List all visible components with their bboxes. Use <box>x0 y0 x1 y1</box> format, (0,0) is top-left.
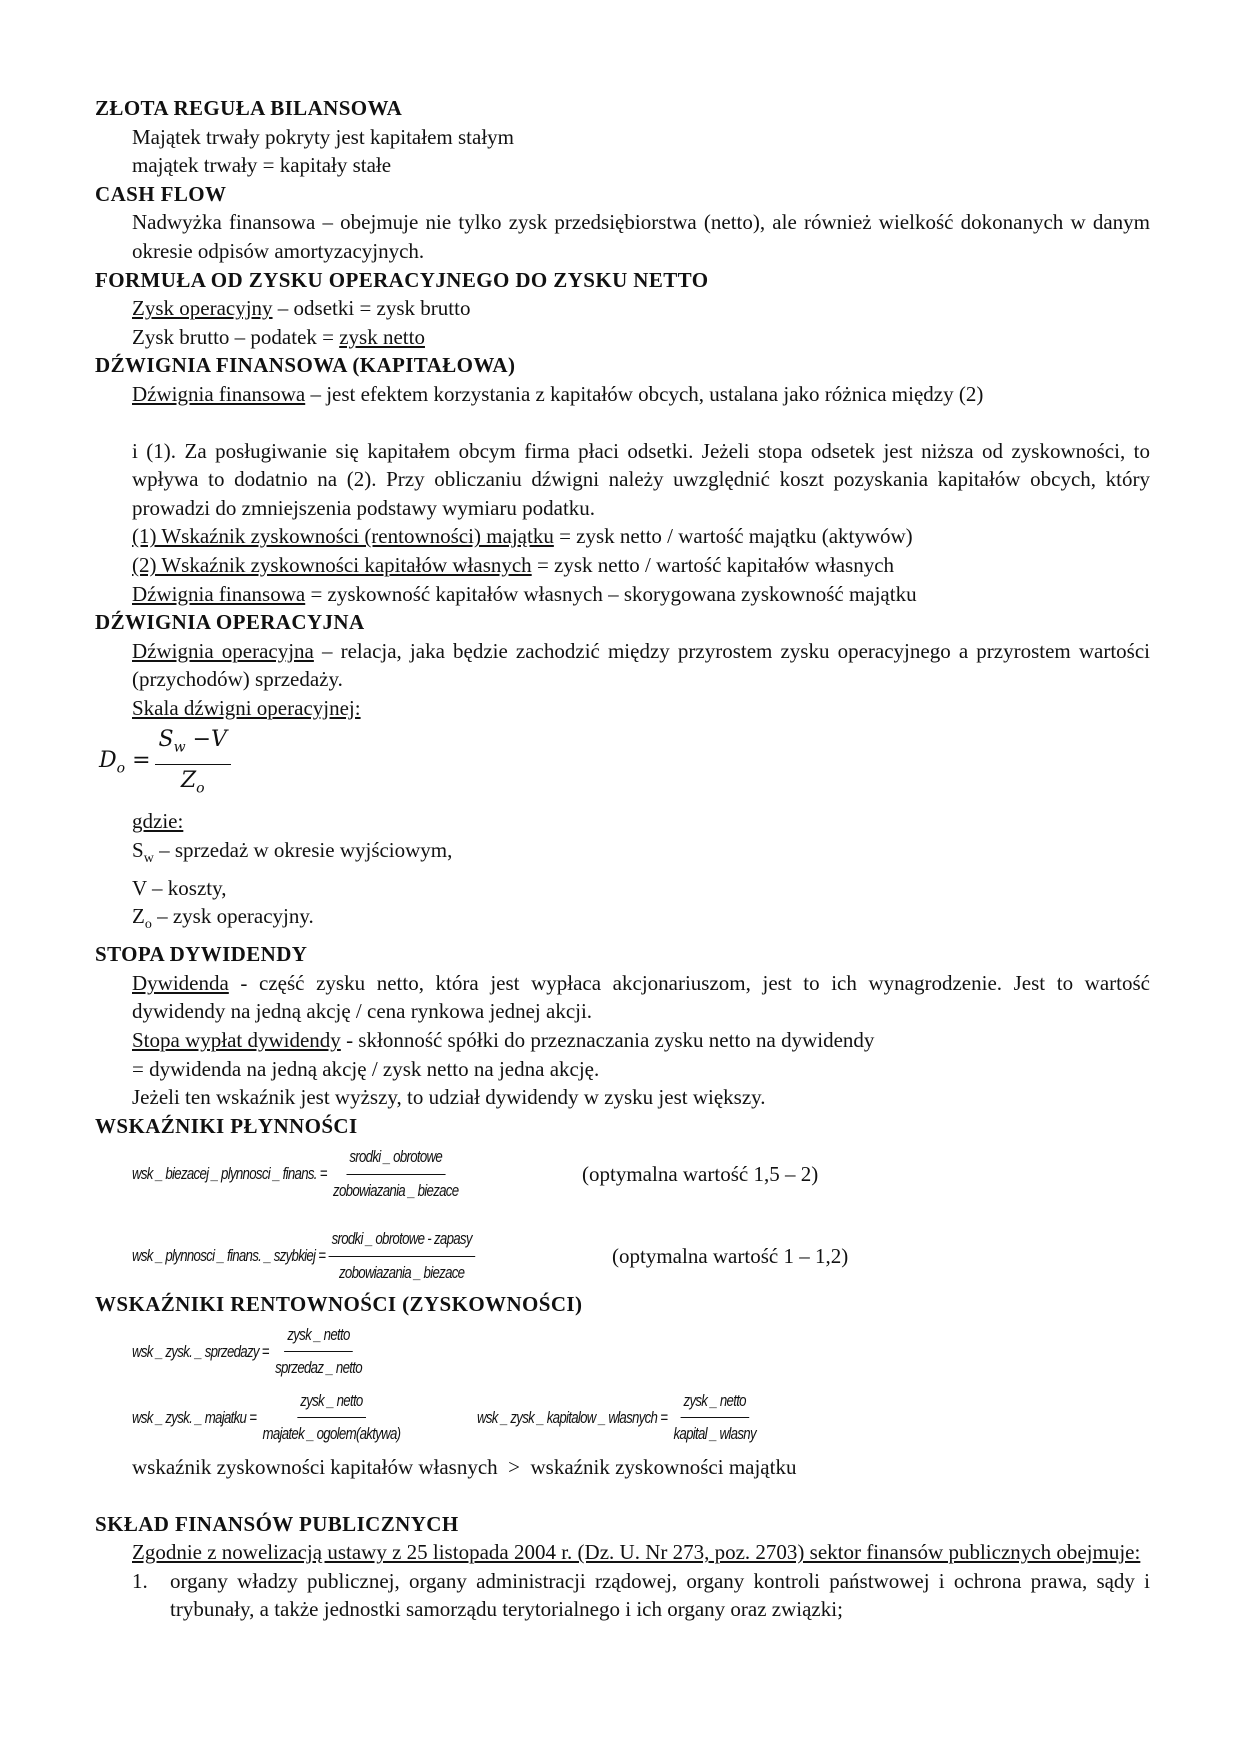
text-line <box>95 294 1150 323</box>
paragraph: Nadwyżka finansowa – obejmuje nie tylko zysk przedsiębiorstwa (netto), ale również wielkość dokonanych w danym okresie odpisów amortyzacyjnych. <box>132 210 1150 263</box>
optimal-value-note: (optymalna wartość 1,5 – 2) <box>582 1162 819 1187</box>
formula-zysk-kapitalow-wlasnych <box>477 1387 759 1449</box>
heading-dzwignia-operacyjna: DŹWIGNIA OPERACYJNA <box>95 610 365 635</box>
fraction-denominator: zobowiazania _ biezace <box>338 1262 465 1282</box>
blank-line <box>95 1482 1150 1510</box>
blank-line <box>95 409 1150 437</box>
heading-zlota-regula: ZŁOTA REGUŁA BILANSOWA <box>95 96 403 120</box>
formula-lhs: wsk _ zysk _ kapitalow _ wlasnych = <box>477 1407 668 1427</box>
formula-row <box>132 1323 1150 1381</box>
fraction-numerator: srodki _ obrotowe <box>346 1143 445 1175</box>
text-line: Majątek trwały pokryty jest kapitałem stałym <box>132 124 514 149</box>
paragraph: i (1). Za posługiwanie się kapitałem obcym firma płaci odsetki. Jeżeli stopa odsetek jest niższa od zyskowności, to wpływa to dodatnio na (2). Przy obliczaniu dźwigni należy uwzględnić koszt pozyskania kapitałów obcych, który prowadzi do zmniejszenia podstawy wymiaru podatku. <box>132 438 1150 520</box>
text-fragment: – relacja, jaka będzie zachodzić między przyrostem zysku operacyjnego a przyrostem wartości (przychodów) sprzedaży. <box>132 638 1150 692</box>
heading-dzwignia-finansowa: DŹWIGNIA FINANSOWA (KAPITAŁOWA) <box>95 353 516 378</box>
heading-cash-flow: CASH FLOW <box>95 181 227 206</box>
text-line <box>95 551 1150 580</box>
fraction-numerator: zysk _ netto <box>284 1321 353 1353</box>
definition-line: $S_w$ – sprzedaż w okresie wyjściowym, <box>132 838 453 867</box>
formula-zysk-majatku <box>132 1387 401 1449</box>
fraction-numerator: zysk _ netto <box>680 1387 749 1419</box>
optimal-value-note: (optymalna wartość 1 – 1,2) <box>612 1244 849 1269</box>
formula-row <box>132 1144 1150 1204</box>
definition-line: $Z_o$ – zysk operacyjny. <box>132 904 314 933</box>
formula-fraction <box>328 1225 474 1287</box>
underlined-term: Dźwignia finansowa <box>132 381 306 406</box>
underlined-term: Dźwignia operacyjna <box>132 638 314 663</box>
heading-sklad-finansow: SKŁAD FINANSÓW PUBLICZNYCH <box>95 1511 459 1536</box>
text-fragment: Zysk brutto – podatek = <box>132 324 340 349</box>
text-fragment: - część zysku netto, która jest wypłaca akcjonariuszom, jest to ich wynagrodzenie. Jest to wartość dywidendy na jedną akcję / cena rynkowa jednej akcji. <box>132 970 1150 1024</box>
underlined-term: (2) Wskaźnik zyskowności kapitałów własnych <box>132 552 532 577</box>
formula-fraction <box>272 1321 365 1383</box>
heading-stopa-dywidendy: STOPA DYWIDENDY <box>95 942 308 967</box>
fraction-denominator: sprzedaz _ netto <box>275 1358 362 1378</box>
text-fragment: = zysk netto / wartość kapitałów własnych <box>531 552 895 577</box>
text-line <box>95 522 1150 551</box>
paragraph: Zgodnie z nowelizacją ustawy z 25 listopada 2004 r. (Dz. U. Nr 273, poz. 2703) sektor finansów publicznych obejmuje: <box>132 1540 1141 1565</box>
paragraph <box>95 380 1150 409</box>
document-body <box>95 94 1150 1624</box>
text-fragment: = zyskowność kapitałów własnych – skorygowana zyskowność majątku <box>305 581 917 606</box>
formula-dzwignia-operacyjna <box>99 726 1150 803</box>
text-fragment: – odsetki = zysk brutto <box>272 296 471 321</box>
underlined-term: (1) Wskaźnik zyskowności (rentowności) majątku <box>132 524 554 549</box>
text-fragment: - skłonność spółki do przeznaczania zysku netto na dywidendy <box>340 1027 875 1052</box>
fraction-denominator: majatek _ ogolem(aktywa) <box>262 1424 401 1444</box>
formula-lhs: wsk _ biezacej _ plynnosci _ finans. = <box>132 1164 327 1184</box>
formula-fraction <box>259 1387 403 1449</box>
paragraph <box>95 969 1150 1026</box>
text-line: majątek trwały = kapitały stałe <box>132 153 392 178</box>
underlined-term: Zysk operacyjny <box>132 296 273 321</box>
formula-biezacej-plynnosci <box>132 1143 460 1205</box>
formula-lhs: wsk _ zysk. _ sprzedazy = <box>132 1341 269 1361</box>
text-line <box>95 1026 1150 1055</box>
fraction-numerator: srodki _ obrotowe - zapasy <box>328 1225 474 1257</box>
text-line: wskaźnik zyskowności kapitałów własnych > wskaźnik zyskowności majątku <box>132 1454 797 1479</box>
formula-lhs: wsk _ plynnosci _ finans. _ szybkiej = <box>132 1246 326 1266</box>
underlined-term: Dywidenda <box>132 970 229 995</box>
formula-row <box>132 1226 1150 1286</box>
list-item-text: organy władzy publicznej, organy administracji rządowej, organy kontroli państwowej i ochrona prawa, sądy i trybunały, a także jednostki samorządu terytorialnego i ich organy oraz związki; <box>170 1568 1150 1622</box>
text-line: Skala dźwigni operacyjnej: <box>132 695 361 720</box>
text-line: gdzie: <box>132 809 184 834</box>
underlined-term: zysk netto <box>339 324 425 349</box>
list-item-number: 1. <box>132 1568 148 1593</box>
heading-formula-zysk: FORMUŁA OD ZYSKU OPERACYJNEGO DO ZYSKU NETTO <box>95 267 709 292</box>
heading-wskazniki-rentownosci: WSKAŹNIKI RENTOWNOŚCI (ZYSKOWNOŚCI) <box>95 1292 583 1317</box>
formula-lhs: $D_o$ = <box>99 747 151 777</box>
definition-line: V – koszty, <box>132 875 227 900</box>
formula-plynnosci-szybkiej <box>132 1225 483 1287</box>
list-item <box>95 1567 1150 1624</box>
formula-fraction <box>670 1387 759 1449</box>
formula-lhs: wsk _ zysk. _ majatku = <box>132 1407 257 1427</box>
underlined-term: Dźwignia finansowa <box>132 581 306 606</box>
paragraph <box>95 637 1150 694</box>
fraction-denominator: $Z_o$ <box>180 768 205 797</box>
fraction-denominator: zobowiazania _ biezace <box>333 1180 459 1200</box>
formula-fraction <box>330 1143 462 1205</box>
numbered-list <box>95 1567 1150 1624</box>
formula-row <box>132 1387 1150 1449</box>
text-fragment: = zysk netto / wartość majątku (aktywów) <box>553 524 913 549</box>
formula-zysk-sprzedazy <box>132 1321 365 1383</box>
text-line <box>95 323 1150 352</box>
text-line: Jeżeli ten wskaźnik jest wyższy, to udział dywidendy w zysku jest większy. <box>132 1085 766 1110</box>
fraction-numerator: $S_w -V$ <box>155 726 231 765</box>
text-fragment: – jest efektem korzystania z kapitałów obcych, ustalana jako różnica między (2) <box>305 381 984 406</box>
fraction-numerator: zysk _ netto <box>297 1387 366 1419</box>
fraction-denominator: kapital _ wlasny <box>673 1424 756 1444</box>
underlined-term: Stopa wypłat dywidendy <box>132 1027 341 1052</box>
heading-wskazniki-plynnosci: WSKAŹNIKI PŁYNNOŚCI <box>95 1113 358 1138</box>
text-line: = dywidenda na jedną akcję / zysk netto na jedna akcję. <box>132 1056 600 1081</box>
text-line <box>95 580 1150 609</box>
formula-fraction <box>155 726 231 803</box>
